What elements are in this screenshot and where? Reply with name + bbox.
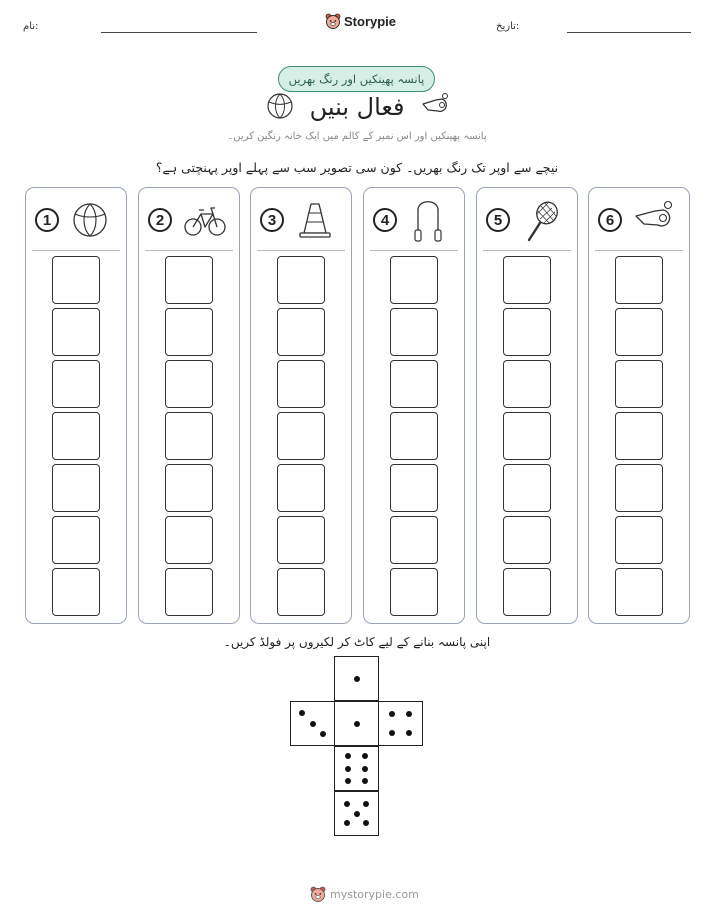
column-divider <box>145 250 233 251</box>
jump-rope-icon <box>408 200 448 248</box>
color-box[interactable] <box>615 256 663 304</box>
die-face-6 <box>334 746 379 791</box>
name-line[interactable] <box>101 32 257 33</box>
activity-pill: پانسہ پھینکیں اور رنگ بھریں <box>278 66 435 92</box>
color-box[interactable] <box>503 464 551 512</box>
color-box[interactable] <box>503 360 551 408</box>
column-divider <box>370 250 458 251</box>
column-number: 4 <box>373 208 397 232</box>
column-number: 6 <box>598 208 622 232</box>
die-face-5 <box>334 791 379 836</box>
page-title: فعال بنیں <box>309 93 405 121</box>
color-box[interactable] <box>277 256 325 304</box>
column-5 <box>476 187 578 624</box>
color-box[interactable] <box>52 568 100 616</box>
die-pip <box>363 820 369 826</box>
column-divider <box>483 250 571 251</box>
column-header <box>364 188 464 250</box>
color-box[interactable] <box>52 464 100 512</box>
column-divider <box>32 250 120 251</box>
color-box[interactable] <box>390 360 438 408</box>
column-number: 3 <box>260 208 284 232</box>
column-3 <box>250 187 352 624</box>
die-pip <box>344 801 350 807</box>
die-pip <box>362 753 368 759</box>
column-4 <box>363 187 465 624</box>
color-box[interactable] <box>615 464 663 512</box>
die-pip <box>354 811 360 817</box>
color-box[interactable] <box>615 516 663 564</box>
brand-name: Storypie <box>344 14 397 29</box>
color-box[interactable] <box>390 568 438 616</box>
tennis-racket-icon <box>521 200 561 248</box>
column-number: 2 <box>148 208 172 232</box>
column-header <box>477 188 577 250</box>
column-2 <box>138 187 240 624</box>
storypie-bear-icon <box>310 886 326 903</box>
color-box[interactable] <box>52 256 100 304</box>
color-box[interactable] <box>165 516 213 564</box>
color-box[interactable] <box>390 516 438 564</box>
color-box[interactable] <box>52 360 100 408</box>
column-header <box>589 188 689 250</box>
instruction-text: نیچے سے اوپر تک رنگ بھریں۔ کون سی تصویر سب سے پہلے اوپر پہنچتی ہے؟ <box>155 160 559 175</box>
die-pip <box>389 711 395 717</box>
color-box[interactable] <box>52 516 100 564</box>
footer-url: mystorypie.com <box>330 888 419 901</box>
column-header <box>251 188 351 250</box>
column-header <box>26 188 126 250</box>
die-pip <box>345 778 351 784</box>
color-box[interactable] <box>615 308 663 356</box>
traffic-cone-icon <box>295 200 335 244</box>
color-box[interactable] <box>503 412 551 460</box>
color-box[interactable] <box>165 464 213 512</box>
die-face-1 <box>334 701 379 746</box>
color-box[interactable] <box>277 568 325 616</box>
column-number: 5 <box>486 208 510 232</box>
color-box[interactable] <box>503 568 551 616</box>
whistle-icon <box>633 200 675 240</box>
color-box[interactable] <box>165 412 213 460</box>
die-pip <box>389 730 395 736</box>
column-6 <box>588 187 690 624</box>
column-number: 1 <box>35 208 59 232</box>
color-box[interactable] <box>390 412 438 460</box>
die-pip <box>345 753 351 759</box>
die-pip <box>354 721 360 727</box>
color-box[interactable] <box>165 308 213 356</box>
die-pip <box>320 731 326 737</box>
name-label: نام: <box>23 21 39 32</box>
column-divider <box>595 250 683 251</box>
date-label: تاریخ: <box>496 21 520 32</box>
color-box[interactable] <box>277 412 325 460</box>
bicycle-icon <box>183 200 227 244</box>
die-face-1 <box>334 656 379 701</box>
beach-ball-icon <box>70 200 110 244</box>
color-box[interactable] <box>165 256 213 304</box>
die-pip <box>354 676 360 682</box>
date-line[interactable] <box>567 32 691 33</box>
color-box[interactable] <box>615 360 663 408</box>
color-box[interactable] <box>52 308 100 356</box>
subtitle: پانسہ پھینکیں اور اس نمبر کے کالم میں ایک خانہ رنگین کریں۔ <box>227 131 487 142</box>
color-box[interactable] <box>52 412 100 460</box>
storypie-bear-icon <box>325 13 341 30</box>
die-pip <box>344 820 350 826</box>
die-face-3 <box>290 701 335 746</box>
color-box[interactable] <box>277 360 325 408</box>
color-box[interactable] <box>277 308 325 356</box>
color-box[interactable] <box>503 256 551 304</box>
color-box[interactable] <box>390 256 438 304</box>
column-divider <box>257 250 345 251</box>
whistle-icon <box>420 92 450 118</box>
color-box[interactable] <box>165 568 213 616</box>
color-box[interactable] <box>390 464 438 512</box>
die-pip <box>406 730 412 736</box>
cut-instruction: اپنی پانسہ بنانے کے لیے کاٹ کر لکیروں پر فولڈ کریں۔ <box>223 635 491 649</box>
brand-logo <box>325 13 396 30</box>
color-box[interactable] <box>277 516 325 564</box>
die-pip <box>362 778 368 784</box>
footer <box>310 886 419 903</box>
color-box[interactable] <box>277 464 325 512</box>
column-header <box>139 188 239 250</box>
color-box[interactable] <box>503 516 551 564</box>
color-box[interactable] <box>503 308 551 356</box>
die-face-4 <box>378 701 423 746</box>
color-box[interactable] <box>165 360 213 408</box>
column-1 <box>25 187 127 624</box>
color-box[interactable] <box>615 568 663 616</box>
die-pip <box>363 801 369 807</box>
color-box[interactable] <box>615 412 663 460</box>
die-pip <box>406 711 412 717</box>
die-pip <box>310 721 316 727</box>
die-pip <box>345 766 351 772</box>
die-pip <box>362 766 368 772</box>
die-pip <box>299 710 305 716</box>
color-box[interactable] <box>390 308 438 356</box>
